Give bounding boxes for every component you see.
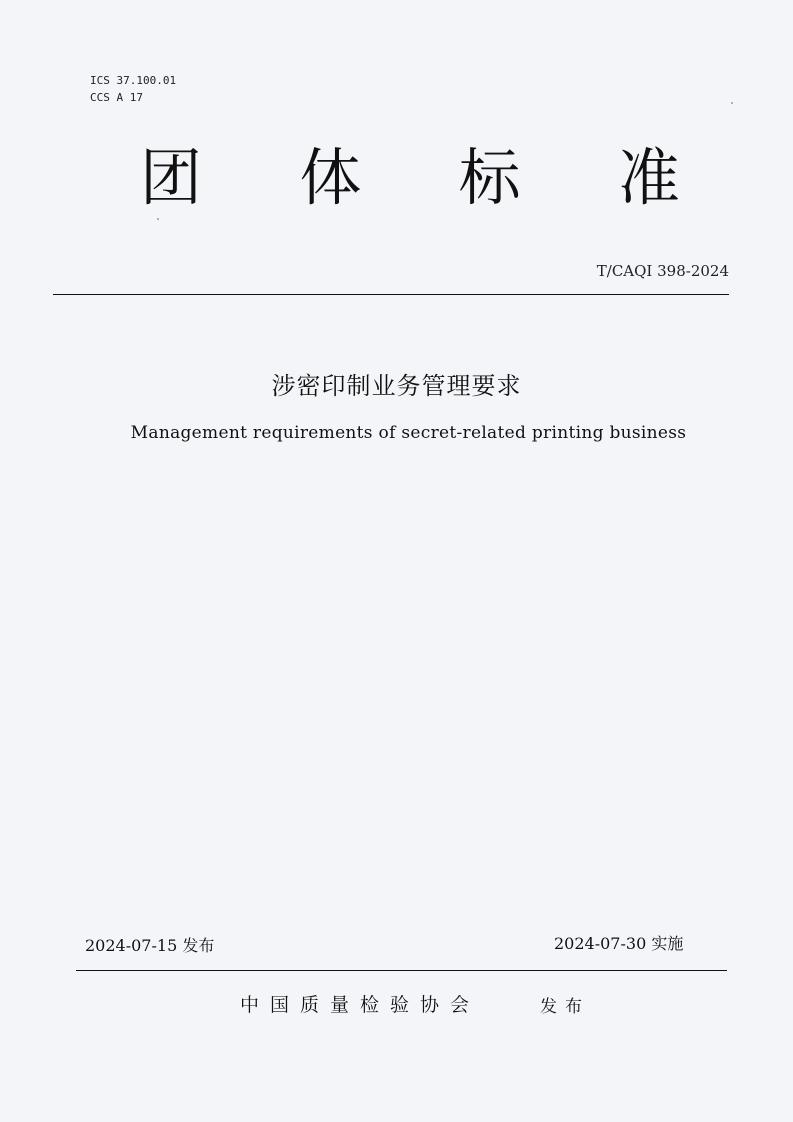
bottom-divider (76, 970, 727, 971)
implementation-date: 2024-07-30 实施 (554, 934, 684, 953)
publication-date: 2024-07-15 发布 (85, 936, 215, 955)
ccs-code: CCS A 17 (90, 91, 143, 104)
issuer-action: 发布 (540, 997, 590, 1017)
scan-speck (731, 102, 733, 104)
title-english: Management requirements of secret-related printing business (130, 423, 687, 443)
ics-code: ICS 37.100.01 (90, 74, 177, 87)
scan-speck (157, 218, 159, 220)
document-type-heading (130, 138, 690, 218)
doc-type-char: 体 (299, 141, 362, 214)
classification-codes (90, 72, 176, 106)
title-chinese: 涉密印制业务管理要求 (271, 372, 522, 400)
doc-type-char: 标 (458, 141, 521, 214)
top-divider (53, 294, 729, 295)
standard-number: T/CAQI 398-2024 (596, 262, 729, 280)
issuer-name: 中国质量检验协会 (240, 994, 481, 1016)
doc-type-char: 团 (139, 141, 202, 214)
doc-type-char: 准 (617, 141, 680, 214)
